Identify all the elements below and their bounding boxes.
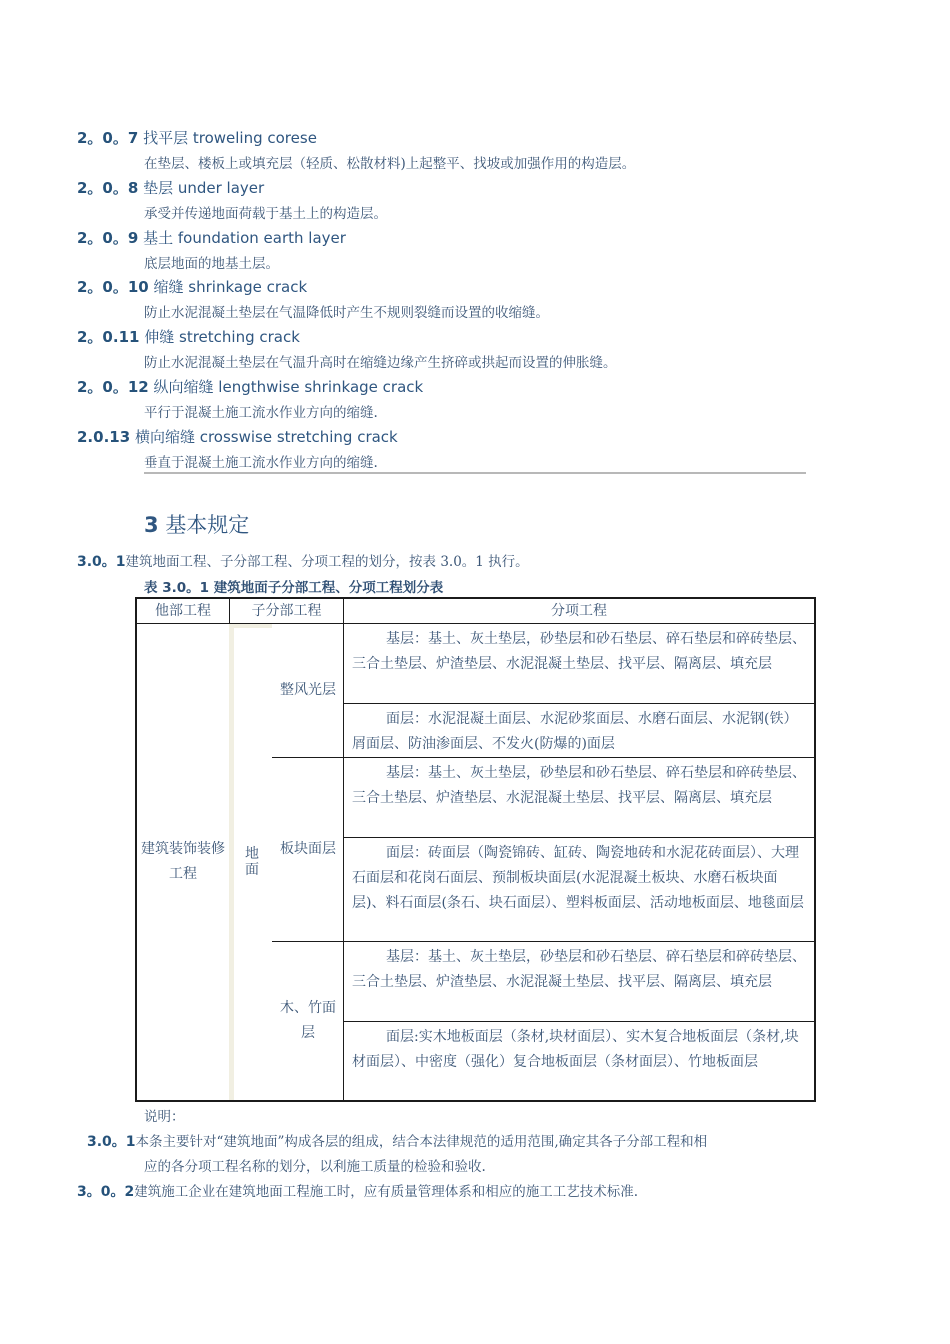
term-definition: 防止水泥混凝土垫层在气温升高时在缩缝边缘产生挤碎或拱起而设置的伸胀缝。 — [144, 355, 617, 371]
row-rule — [343, 837, 816, 838]
term-title: 横向缩缝 crosswise stretching crack — [134, 428, 398, 446]
col-rule — [343, 597, 344, 1102]
group-name: 木、竹面层 — [280, 1000, 336, 1041]
term-title: 找平层 troweling corese — [143, 129, 317, 147]
term-title: 垫层 under layer — [143, 179, 265, 197]
term-heading — [77, 127, 317, 148]
term-heading — [77, 177, 264, 198]
term-number: 2。0。10 — [77, 278, 149, 296]
group-rule — [272, 941, 816, 942]
clause-number: 3.0。1 — [77, 554, 126, 570]
chapter-heading — [144, 509, 249, 539]
clause-number: 3。0。2 — [77, 1184, 135, 1200]
item-cell: 基层：基土、灰土垫层，砂垫层和砂石垫层、碎石垫层和碎砖垫层、三合土垫层、炉渣垫层、水泥混凝土垫层、找平层、隔离层、填充层 — [352, 631, 806, 672]
header-subdivision: 子分部工程 — [251, 602, 322, 619]
term-definition: 底层地面的地基土层。 — [144, 256, 279, 272]
term-number: 2。0。9 — [77, 229, 139, 247]
item-cell: 面层：水泥混凝土面层、水泥砂浆面层、水磨石面层、水泥钢(铁）屑面层、防油渗面层、不发火(防爆的)面层 — [352, 711, 798, 752]
division-cell: 建筑装饰装修工程 — [141, 841, 225, 882]
subdivision-cell: 地面 — [245, 846, 259, 878]
term-definition: 平行于混凝土施工流水作业方向的缩缝. — [144, 405, 378, 421]
clause-text: 建筑施工企业在建筑地面工程施工时，应有质量管理体系和相应的施工工艺技术标准. — [134, 1184, 639, 1200]
item-cell: 面层:实木地板面层（条材,块材面层）、实木复合地板面层（条材,块材面层）、中密度（强化）复合地板面层（条材面层）、竹地板面层 — [352, 1029, 799, 1070]
note-clause-3-0-1 — [87, 1130, 707, 1151]
row-rule — [343, 703, 816, 704]
term-number: 2。0。7 — [77, 129, 139, 147]
term-number: 2。0。8 — [77, 179, 139, 197]
clause-number: 3.0。1 — [87, 1134, 136, 1150]
term-number: 2。0.11 — [77, 328, 140, 346]
item-cell: 基层：基土、灰土垫层，砂垫层和砂石垫层、碎石垫层和碎砖垫层、三合土垫层、炉渣垫层、水泥混凝土垫层、找平层、隔离层、填充层 — [352, 949, 806, 990]
row-rule — [343, 1021, 816, 1022]
note-text: 本条主要针对“建筑地面”构成各层的组成，结合本法律规范的适用范围,确定其各子分部工程和相 — [135, 1134, 708, 1150]
division-table — [135, 597, 816, 1102]
header-division: 他部工程 — [155, 602, 211, 619]
clause-text: 建筑地面工程、子分部工程、分项工程的划分，按表 3.0。1 执行。 — [125, 554, 529, 570]
group-rule — [272, 757, 816, 758]
group-name: 整风光层 — [280, 682, 336, 698]
table-border-left — [135, 597, 137, 1102]
term-definition: 在垫层、楼板上或填充层（轻质、松散材料)上起整平、找坡或加强作用的构造层。 — [144, 156, 636, 172]
term-heading — [77, 326, 300, 347]
group-name: 板块面层 — [280, 841, 336, 857]
item-cell: 面层：砖面层（陶瓷锦砖、缸砖、陶瓷地砖和水泥花砖面层）、大理石面层和花岗石面层、预制板块面层(水泥混凝土板块、水磨石板块面层)、料石面层(条石、块石面层）、塑料板面层、活动地板面层、地毯面层 — [352, 845, 804, 911]
term-title: 伸缝 stretching crack — [144, 328, 300, 346]
table-border-bottom — [135, 1100, 816, 1102]
note-text-continued: 应的各分项工程名称的划分，以利施工质量的检验和验收. — [144, 1159, 486, 1175]
chapter-number: 3 — [144, 513, 159, 537]
term-heading — [77, 376, 423, 397]
header-item: 分项工程 — [551, 602, 607, 619]
section-divider — [144, 472, 806, 474]
clause-3-0-2 — [77, 1180, 638, 1201]
note-label: 说明： — [144, 1109, 185, 1125]
table-caption: 表 3.0。1 建筑地面子分部工程、分项工程划分表 — [144, 580, 444, 596]
term-heading — [77, 227, 346, 248]
column-shade — [229, 624, 234, 1100]
term-title: 基土 foundation earth layer — [143, 229, 346, 247]
term-definition: 垂直于混凝土施工流水作业方向的缩缝. — [144, 455, 378, 471]
term-definition: 承受并传递地面荷载于基土上的构造层。 — [144, 206, 387, 222]
term-number: 2.0.13 — [77, 428, 131, 446]
term-heading — [77, 276, 307, 297]
term-title: 纵向缩缝 lengthwise shrinkage crack — [153, 378, 424, 396]
table-border-right — [814, 597, 816, 1102]
term-definition: 防止水泥混凝土垫层在气温降低时产生不规则裂缝而设置的收缩缝。 — [144, 305, 549, 321]
term-heading — [77, 426, 398, 447]
term-number: 2。0。12 — [77, 378, 149, 396]
clause-3-0-1 — [77, 550, 529, 571]
item-cell: 基层：基土、灰土垫层，砂垫层和砂石垫层、碎石垫层和碎砖垫层、三合土垫层、炉渣垫层、水泥混凝土垫层、找平层、隔离层、填充层 — [352, 765, 806, 806]
chapter-title: 基本规定 — [165, 513, 250, 537]
term-title: 缩缝 shrinkage crack — [153, 278, 308, 296]
